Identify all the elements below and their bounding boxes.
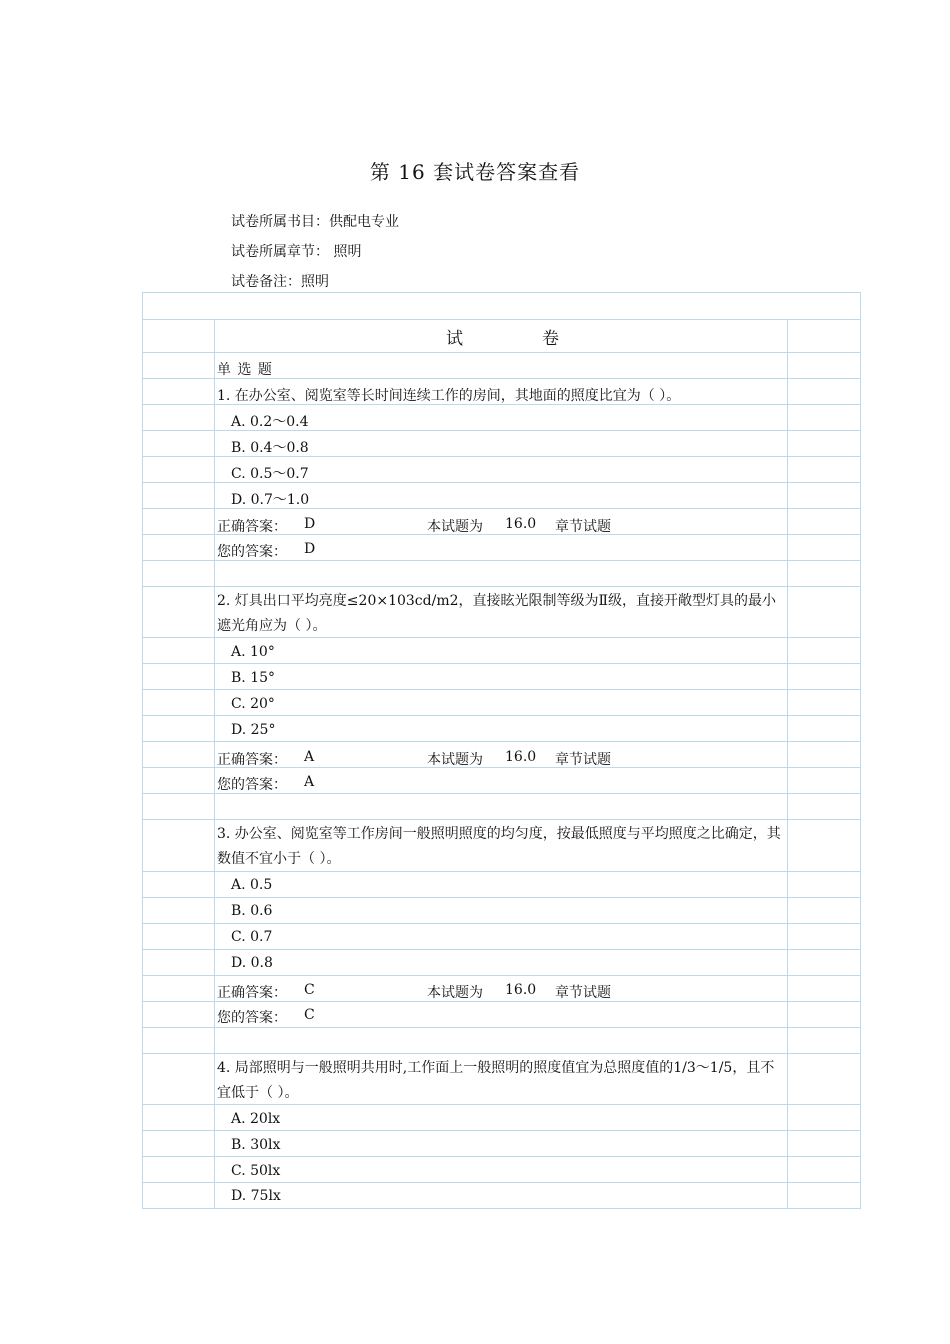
grid-line <box>787 319 788 1208</box>
grid-line <box>214 319 215 1208</box>
grid-line <box>143 897 860 898</box>
grid-line <box>143 819 860 820</box>
grid-line <box>143 352 860 353</box>
option: D. 75lx <box>231 1188 281 1204</box>
grid-line <box>143 949 860 950</box>
option: A. 0.5 <box>231 877 273 893</box>
correct-answer: C <box>304 982 315 998</box>
section-title: 单 选 题 <box>217 362 273 378</box>
grid-line <box>143 1156 860 1157</box>
your-answer: D <box>304 541 316 557</box>
score-suffix: 章节试题 <box>555 752 611 768</box>
option: A. 10° <box>231 644 275 660</box>
score-label: 本试题为 <box>427 519 483 535</box>
paper-title: 试 <box>446 329 463 349</box>
option: B. 0.6 <box>231 903 273 919</box>
correct-answer-label: 正确答案： <box>217 752 287 768</box>
score-suffix: 章节试题 <box>555 985 611 1001</box>
option: B. 30lx <box>231 1137 281 1153</box>
paper-chapter: 试卷所属章节： 照明 <box>231 244 362 260</box>
grid-line <box>143 975 860 976</box>
score-suffix: 章节试题 <box>555 519 611 535</box>
option: A. 0.2～0.4 <box>231 414 309 430</box>
question-text: 2. 灯具出口平均亮度≤20×103cd/m2，直接眩光限制等级为Ⅱ级，直接开敞型灯具的最小遮光角应为（ ）。 <box>217 593 777 634</box>
grid-line <box>143 715 860 716</box>
page-title: 第 16 套试卷答案查看 <box>369 160 581 184</box>
option: C. 50lx <box>231 1163 281 1179</box>
question-text: 3. 办公室、阅览室等工作房间一般照明照度的均匀度，按最低照度与平均照度之比确定，其数值不宜小于（ ）。 <box>217 826 781 867</box>
grid-line <box>143 923 860 924</box>
option: D. 25° <box>231 722 276 738</box>
your-answer-label: 您的答案： <box>217 777 287 793</box>
your-answer-label: 您的答案： <box>217 1010 287 1026</box>
option: C. 20° <box>231 696 275 712</box>
correct-answer-label: 正确答案： <box>217 985 287 1001</box>
question-text: 1. 在办公室、阅览室等长时间连续工作的房间，其地面的照度比宜为（ ）。 <box>217 388 681 404</box>
option: C. 0.5～0.7 <box>231 466 309 482</box>
your-answer-label: 您的答案： <box>217 544 287 560</box>
grid-line <box>143 586 860 587</box>
correct-answer-label: 正确答案： <box>217 519 287 535</box>
option: B. 0.4～0.8 <box>231 440 309 456</box>
option: A. 20lx <box>231 1111 281 1127</box>
option: D. 0.7～1.0 <box>231 492 310 508</box>
score-value: 16.0 <box>505 749 537 765</box>
grid-line <box>143 319 860 320</box>
grid-line <box>143 1182 860 1183</box>
option: B. 15° <box>231 670 276 686</box>
score-value: 16.0 <box>505 516 537 532</box>
option: C. 0.7 <box>231 929 273 945</box>
grid-line <box>143 1053 860 1054</box>
correct-answer: A <box>304 749 315 765</box>
your-answer: A <box>304 774 315 790</box>
score-label: 本试题为 <box>427 752 483 768</box>
your-answer: C <box>304 1007 315 1023</box>
correct-answer: D <box>304 516 316 532</box>
score-value: 16.0 <box>505 982 537 998</box>
score-label: 本试题为 <box>427 985 483 1001</box>
option: D. 0.8 <box>231 955 273 971</box>
grid-line <box>143 1130 860 1131</box>
grid-line <box>143 689 860 690</box>
question-text: 4. 局部照明与一般照明共用时,工作面上一般照明的照度值宜为总照度值的1/3～1/5，且不宜低于（ ）。 <box>217 1060 775 1101</box>
paper-title: 卷 <box>542 329 559 349</box>
paper-note: 试卷备注：照明 <box>231 274 329 290</box>
grid-line <box>143 663 860 664</box>
paper-book: 试卷所属书目：供配电专业 <box>231 214 399 230</box>
grid-line <box>143 741 860 742</box>
grid-line <box>143 1027 860 1028</box>
